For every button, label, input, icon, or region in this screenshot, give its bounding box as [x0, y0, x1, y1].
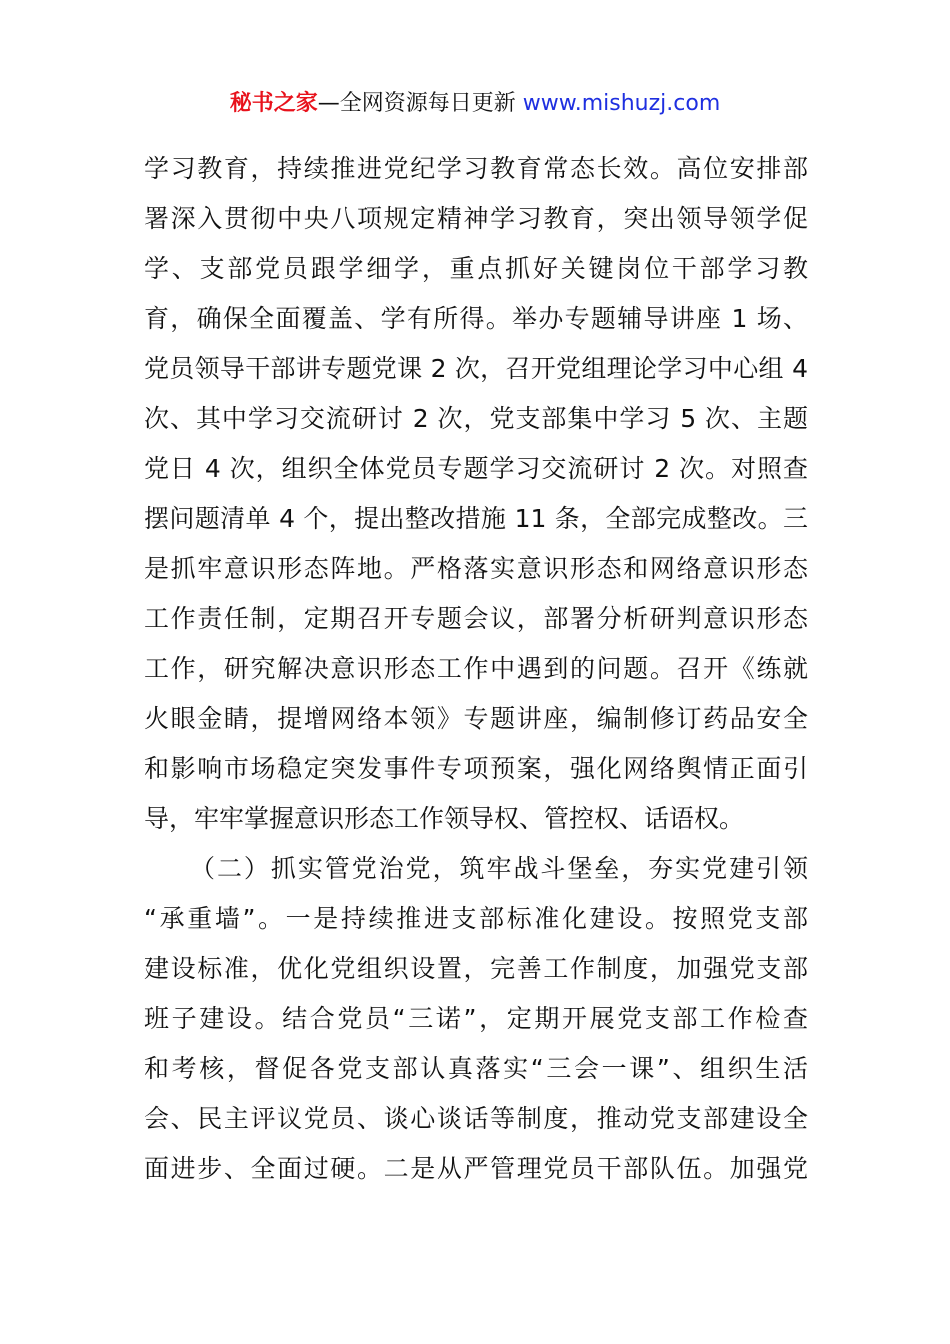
text-line: 育，确保全面覆盖、学有所得。举办专题辅导讲座 1 场、 — [144, 304, 808, 333]
section-heading-line: （二）抓实管党治党，筑牢战斗堡垒，夯实党建引领 — [190, 854, 808, 883]
text-line: 摆问题清单 4 个，提出整改措施 11 条，全部完成整改。三 — [144, 504, 808, 533]
text-line: 火眼金睛，提增网络本领》专题讲座，编制修订药品安全 — [144, 704, 808, 733]
text-line: “承重墙”。一是持续推进支部标准化建设。按照党支部 — [144, 904, 808, 933]
text-line: 工作，研究解决意识形态工作中遇到的问题。召开《练就 — [144, 654, 808, 683]
site-header — [0, 88, 950, 120]
text-line: 和考核，督促各党支部认真落实“三会一课”、组织生活 — [144, 1054, 808, 1083]
text-line: 学、支部党员跟学细学，重点抓好关键岗位干部学习教 — [144, 254, 808, 283]
text-line: 面进步、全面过硬。二是从严管理党员干部队伍。加强党 — [144, 1154, 808, 1183]
text-line: 署深入贯彻中央八项规定精神学习教育，突出领导领学促 — [144, 204, 808, 233]
text-line: 建设标准，优化党组织设置，完善工作制度，加强党支部 — [144, 954, 808, 983]
text-line: 学习教育，持续推进党纪学习教育常态长效。高位安排部 — [144, 154, 808, 183]
text-line: 班子建设。结合党员“三诺”，定期开展党支部工作检查 — [144, 1004, 808, 1033]
text-line: 工作责任制，定期召开专题会议，部署分析研判意识形态 — [144, 604, 808, 633]
site-tagline: —全网资源每日更新 — [317, 91, 523, 116]
text-line: 和影响市场稳定突发事件专项预案，强化网络舆情正面引 — [144, 754, 808, 783]
text-line: 导，牢牢掌握意识形态工作领导权、管控权、话语权。 — [144, 804, 745, 833]
site-url[interactable]: www.mishuzj.com — [522, 91, 721, 116]
text-line: 党员领导干部讲专题党课 2 次，召开党组理论学习中心组 4 — [144, 354, 808, 383]
text-line: 是抓牢意识形态阵地。严格落实意识形态和网络意识形态 — [144, 554, 808, 583]
text-line: 党日 4 次，组织全体党员专题学习交流研讨 2 次。对照查 — [144, 454, 808, 483]
text-line: 会、民主评议党员、谈心谈话等制度，推动党支部建设全 — [144, 1104, 808, 1133]
document-body — [144, 144, 808, 1194]
site-brand: 秘书之家 — [229, 91, 318, 116]
text-line: 次、其中学习交流研讨 2 次，党支部集中学习 5 次、主题 — [144, 404, 808, 433]
